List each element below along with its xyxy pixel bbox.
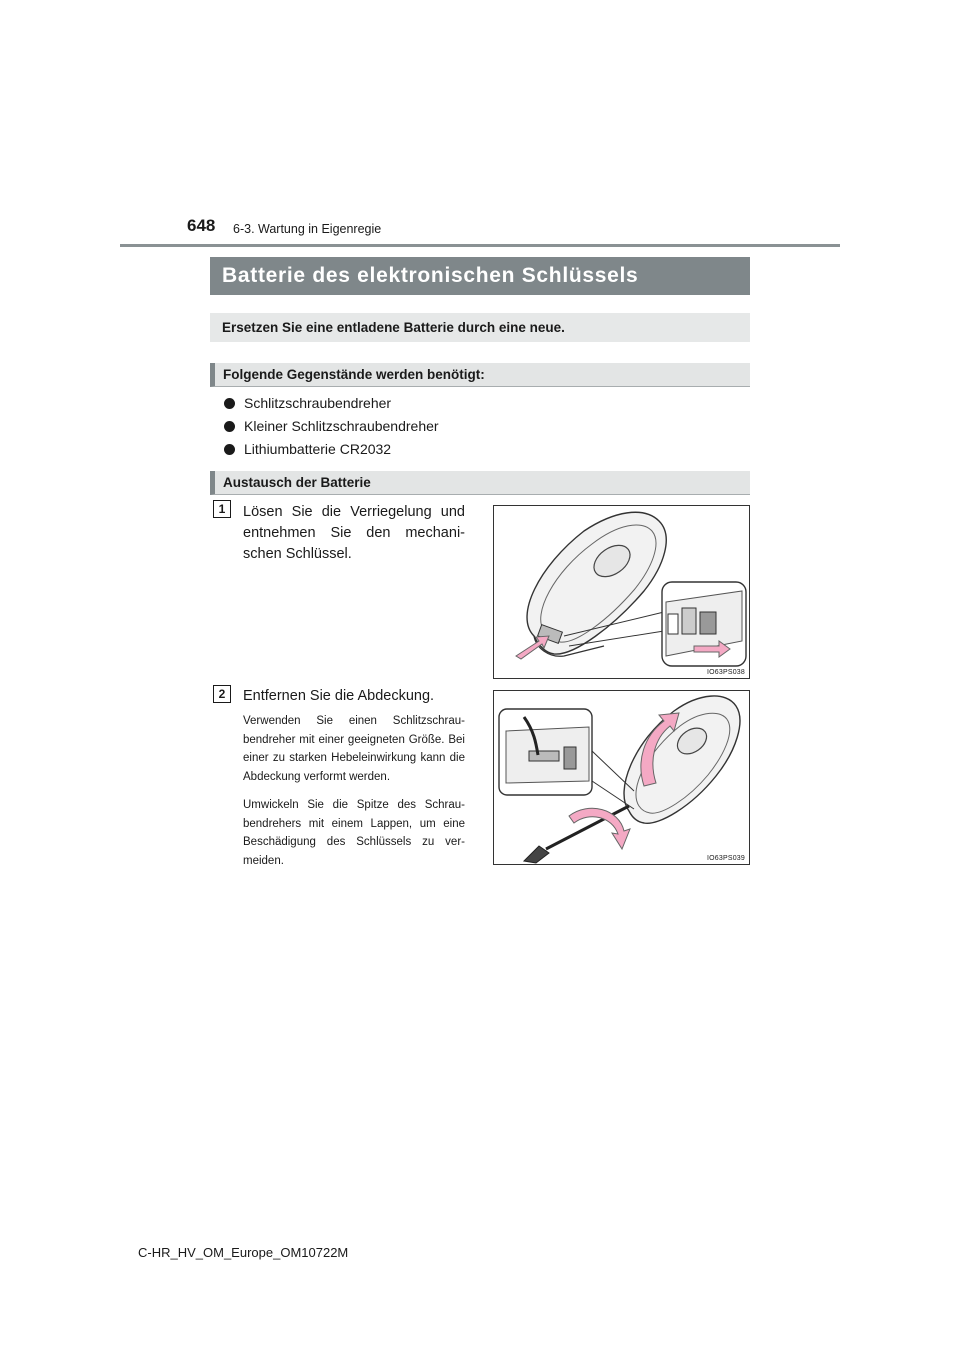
list-item <box>224 417 439 440</box>
step-number-1: 1 <box>213 500 231 518</box>
figure-code: IO63PS038 <box>707 669 745 676</box>
bullet-icon <box>224 444 235 455</box>
step-2-note-2: Umwickeln Sie die Spitze des Schrau-bendrehers mit einem Lappen, um eine Beschädigung des Schlüssels zu ver-meiden. <box>243 799 465 867</box>
list-item-label: Lithiumbatterie CR2032 <box>244 441 392 457</box>
intro-box: Ersetzen Sie eine entladene Batterie durch eine neue. <box>210 313 750 342</box>
footer-doc-id: C-HR_HV_OM_Europe_OM10722M <box>138 1245 349 1260</box>
page-number: 648 <box>187 216 216 235</box>
section-label: 6-3. Wartung in Eigenregie <box>233 222 382 236</box>
step-1-text: Lösen Sie die Verriegelung und entnehmen Sie den mechani-schen Schlüssel. <box>243 504 465 562</box>
list-item-label: Kleiner Schlitzschraubendreher <box>244 418 439 434</box>
bullet-icon <box>224 398 235 409</box>
items-heading: Folgende Gegenstände werden benötigt: <box>210 363 750 387</box>
items-list <box>224 394 439 463</box>
key-fob-illustration-2 <box>494 691 749 864</box>
figure-key-removal <box>493 505 750 679</box>
page-title: Batterie des elektronischen Schlüssels <box>210 257 750 295</box>
step-number-2: 2 <box>213 685 231 703</box>
bullet-icon <box>224 421 235 432</box>
figure-code: IO63PS039 <box>707 855 745 862</box>
list-item <box>224 440 439 463</box>
step-2-note-1: Verwenden Sie einen Schlitzschrau-bendreher mit einer geeigneten Größe. Bei einer zu starken Hebeleinwirkung kann die Abdeckung verformt werden. <box>243 715 465 783</box>
replace-heading: Austausch der Batterie <box>210 471 750 495</box>
list-item <box>224 394 439 417</box>
list-item-label: Schlitzschraubendreher <box>244 395 392 411</box>
figure-cover-removal <box>493 690 750 865</box>
key-fob-illustration-1 <box>494 506 749 678</box>
header-rule <box>120 244 840 247</box>
step-2-text: Entfernen Sie die Abdeckung. <box>243 688 435 704</box>
